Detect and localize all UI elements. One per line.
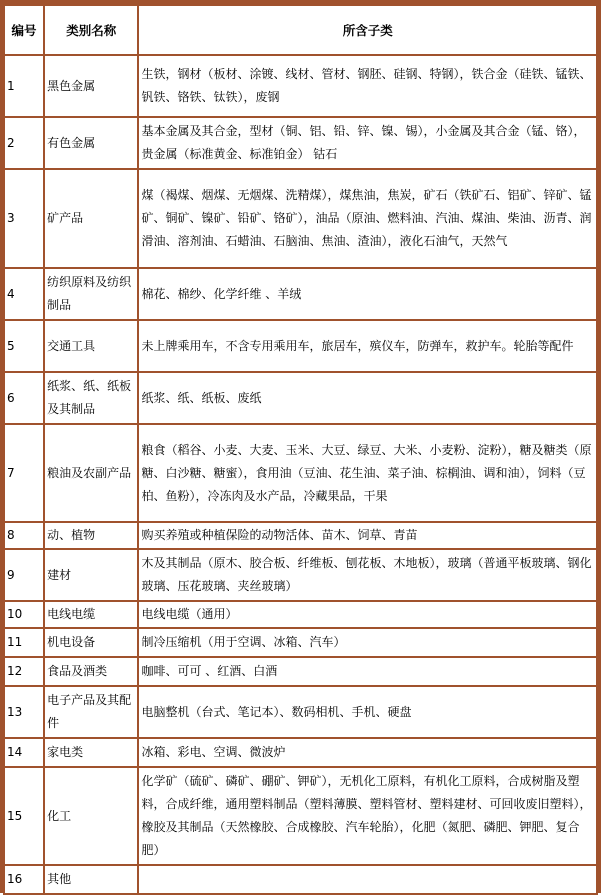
row-number: 2 xyxy=(5,118,43,168)
row-subcategories: 电线电缆（通用） xyxy=(139,602,596,627)
header-subcategories: 所含子类 xyxy=(139,6,596,54)
row-number: 6 xyxy=(5,373,43,423)
row-category-name: 化工 xyxy=(45,768,137,864)
row-category-name: 电线电缆 xyxy=(45,602,137,627)
row-category-name: 纸浆、纸、纸板及其制品 xyxy=(45,373,137,423)
header-number: 编号 xyxy=(5,6,43,54)
row-number: 3 xyxy=(5,170,43,267)
table-row xyxy=(5,602,596,627)
table-row xyxy=(5,118,596,168)
row-category-name: 粮油及农副产品 xyxy=(45,425,137,521)
row-category-name: 矿产品 xyxy=(45,170,137,267)
row-number: 1 xyxy=(5,56,43,116)
table-row xyxy=(5,321,596,371)
row-subcategories: 基本金属及其合金，型材（铜、铝、铅、锌、镍、锡），小金属及其合金（锰、铬），贵金属（标准黄金、标准铂金） 钴石 xyxy=(139,118,596,168)
row-subcategories: 电脑整机（台式、笔记本）、数码相机、手机、硬盘 xyxy=(139,687,596,737)
row-category-name: 有色金属 xyxy=(45,118,137,168)
row-subcategories: 购买养殖或种植保险的动物活体、苗木、饲草、青苗 xyxy=(139,523,596,548)
row-number: 5 xyxy=(5,321,43,371)
table-row xyxy=(5,768,596,864)
row-category-name: 动、植物 xyxy=(45,523,137,548)
table-row xyxy=(5,739,596,766)
row-category-name: 黑色金属 xyxy=(45,56,137,116)
row-number: 7 xyxy=(5,425,43,521)
table-row xyxy=(5,373,596,423)
row-subcategories: 生铁，钢材（板材、涂镀、线材、管材、钢胚、硅钢、特钢），铁合金（硅铁、锰铁、钒铁、铬铁、钛铁），废钢 xyxy=(139,56,596,116)
row-subcategories: 木及其制品（原木、胶合板、纤维板、刨花板、木地板），玻璃（普通平板玻璃、钢化玻璃、压花玻璃、夹丝玻璃） xyxy=(139,550,596,600)
table-row xyxy=(5,866,596,893)
row-category-name: 交通工具 xyxy=(45,321,137,371)
row-number: 14 xyxy=(5,739,43,766)
table-header-row xyxy=(5,6,596,54)
row-category-name: 其他 xyxy=(45,866,137,893)
row-subcategories: 咖啡、可可 、红酒、白酒 xyxy=(139,658,596,685)
table-row xyxy=(5,629,596,656)
row-number: 12 xyxy=(5,658,43,685)
row-subcategories: 冰箱、彩电、空调、微波炉 xyxy=(139,739,596,766)
row-number: 9 xyxy=(5,550,43,600)
table-row xyxy=(5,658,596,685)
table-row xyxy=(5,687,596,737)
row-number: 15 xyxy=(5,768,43,864)
row-subcategories: 粮食（稻谷、小麦、大麦、玉米、大豆、绿豆、大米、小麦粉、淀粉），糖及糖类（原糖、白沙糖、糖蜜），食用油（豆油、花生油、菜子油、棕榈油、调和油），饲料（豆柏、鱼粉），冷冻肉及水产品，冷藏果品，干果 xyxy=(139,425,596,521)
row-subcategories: 煤（褐煤、烟煤、无烟煤、洗精煤），煤焦油，焦炭，矿石（铁矿石、铝矿、锌矿、锰矿、铜矿、镍矿、铅矿、铬矿），油品（原油、燃料油、汽油、煤油、柴油、沥青、润滑油、溶剂油、石蜡油、石脑油、焦油、渣油），液化石油气，天然气 xyxy=(139,170,596,267)
row-subcategories: 棉花、棉纱、化学纤维 、羊绒 xyxy=(139,269,596,319)
row-subcategories: 纸浆、纸、纸板、废纸 xyxy=(139,373,596,423)
row-category-name: 家电类 xyxy=(45,739,137,766)
row-category-name: 电子产品及其配件 xyxy=(45,687,137,737)
row-subcategories: 制冷压缩机（用于空调、冰箱、汽车） xyxy=(139,629,596,656)
row-subcategories: 化学矿（硫矿、磷矿、硼矿、钾矿），无机化工原料，有机化工原料，合成树脂及塑料，合成纤维，通用塑料制品（塑料薄膜、塑料管材、塑料建材、可回收废旧塑料），橡胶及其制品（天然橡胶、合成橡胶、汽车轮胎），化肥（氮肥、磷肥、钾肥、复合肥） xyxy=(139,768,596,864)
row-number: 16 xyxy=(5,866,43,893)
row-subcategories: 未上牌乘用车，不含专用乘用车，旅居车，殡仪车，防弹车，救护车。轮胎等配件 xyxy=(139,321,596,371)
row-category-name: 食品及酒类 xyxy=(45,658,137,685)
category-table xyxy=(3,4,598,895)
row-category-name: 机电设备 xyxy=(45,629,137,656)
row-number: 11 xyxy=(5,629,43,656)
table-row xyxy=(5,523,596,548)
row-category-name: 纺织原料及纺织制品 xyxy=(45,269,137,319)
row-category-name: 建材 xyxy=(45,550,137,600)
header-category-name: 类别名称 xyxy=(45,6,137,54)
table-row xyxy=(5,269,596,319)
table-row xyxy=(5,550,596,600)
row-number: 8 xyxy=(5,523,43,548)
table-row xyxy=(5,56,596,116)
row-number: 4 xyxy=(5,269,43,319)
row-number: 10 xyxy=(5,602,43,627)
table-row xyxy=(5,425,596,521)
table-row xyxy=(5,170,596,267)
row-number: 13 xyxy=(5,687,43,737)
row-subcategories xyxy=(139,866,596,893)
